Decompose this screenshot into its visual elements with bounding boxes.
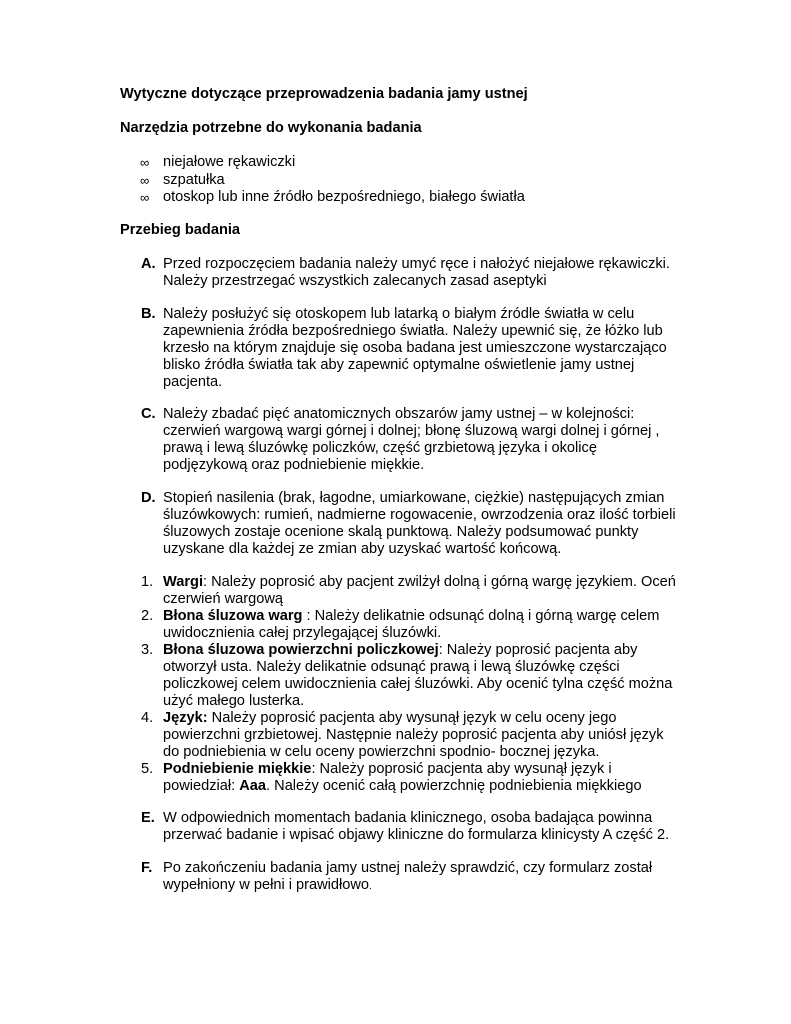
item-number: 1. bbox=[141, 574, 154, 590]
numbered-list bbox=[141, 574, 681, 795]
list-item bbox=[141, 761, 681, 795]
infinity-bullet-icon: ∞ bbox=[140, 155, 150, 171]
item-text: Należy poprosić pacjenta aby wysunął język w celu oceny jego powierzchni grzbietowej. Następnie należy poprosić pacjenta aby uniósł język do podniebienia w celu oceny powierzchni spodnio- bocznej języka. bbox=[163, 710, 664, 760]
item-number: 4. bbox=[141, 710, 154, 726]
list-item bbox=[141, 574, 681, 608]
item-text: . Należy ocenić całą powierzchnię podniebienia miękkiego bbox=[266, 778, 642, 794]
item-term-aaa: Aaa bbox=[239, 778, 267, 794]
infinity-bullet-icon: ∞ bbox=[140, 190, 150, 206]
step-text: Stopień nasilenia (brak, łagodne, umiarkowane, ciężkie) następujących zmian śluzówkowych: rumień, nadmierne rogowacenie, owrzodzenia oraz ilość torbieli śluzowych zostaje ocenione skalą punktową. Należy podsumować punkty uzyskane dla każdej ze zmian aby uzyskać wartość końcową. bbox=[163, 490, 676, 557]
trailing-period: . bbox=[369, 881, 372, 892]
step-a bbox=[141, 256, 681, 290]
item-term: Podniebienie miękkie bbox=[163, 761, 312, 777]
item-term: Błona śluzowa powierzchni policzkowej bbox=[163, 642, 439, 658]
step-text: Należy posłużyć się otoskopem lub latarką o białym źródle światła w celu zapewnienia źródła bezpośredniego światła. Należy upewnić się, że łóżko lub krzesło na którym znajduje się osoba badana jest umieszczone wystarczająco blisko źródła światła tak aby zapewnić optymalne oświetlenie jamy ustnej pacjenta. bbox=[163, 306, 667, 390]
item-number: 5. bbox=[141, 761, 154, 777]
step-letter: E. bbox=[141, 810, 155, 826]
step-text: Po zakończeniu badania jamy ustnej należy sprawdzić, czy formularz został wypełniony w pełni i prawidłowo bbox=[163, 860, 653, 893]
procedure-heading: Przebieg badania bbox=[120, 222, 241, 238]
infinity-bullet-icon: ∞ bbox=[140, 172, 150, 188]
document-title: Wytyczne dotyczące przeprowadzenia badania jamy ustnej bbox=[120, 86, 528, 102]
step-letter: C. bbox=[141, 406, 156, 422]
list-item bbox=[140, 172, 525, 190]
step-f bbox=[141, 860, 681, 895]
item-number: 2. bbox=[141, 608, 154, 624]
step-text: Należy zbadać pięć anatomicznych obszarów jamy ustnej – w kolejności: czerwień wargową wargi górnej i dolnej; błonę śluzową wargi dolnej i górnej , prawą i lewą śluzówkę policzków, część grzbietową języka i okolicę podjęzykową oraz podniebienie miękkie. bbox=[163, 406, 660, 473]
step-letter: A. bbox=[141, 256, 156, 272]
step-letter: D. bbox=[141, 490, 156, 506]
item-text: : Należy poprosić pacjenta aby otworzył usta. Należy delikatnie odsunąć prawą i lewą śluzówkę części policzkowej celem uwidocznienia całej śluzówki. Aby ocenić tylna część można użyć małego lusterka. bbox=[163, 642, 673, 709]
tool-label: otoskop lub inne źródło bezpośredniego, białego światła bbox=[163, 189, 525, 206]
step-text: W odpowiednich momentach badania klinicznego, osoba badająca powinna przerwać badanie i wpisać objawy kliniczne do formularza klinicysty A część 2. bbox=[163, 810, 670, 843]
tool-label: niejałowe rękawiczki bbox=[163, 154, 296, 171]
item-term: Wargi bbox=[163, 574, 203, 590]
step-text: Przed rozpoczęciem badania należy umyć ręce i nałożyć niejałowe rękawiczki. Należy przestrzegać wszystkich zalecanych zasad aseptyki bbox=[163, 256, 670, 289]
step-b bbox=[141, 306, 681, 391]
list-item bbox=[141, 642, 681, 710]
step-letter: F. bbox=[141, 860, 153, 876]
item-text: : Należy poprosić aby pacjent zwilżył dolną i górną wargę językiem. Oceń czerwień wargową bbox=[163, 574, 676, 607]
list-item bbox=[141, 710, 681, 761]
tools-heading: Narzędzia potrzebne do wykonania badania bbox=[120, 120, 422, 136]
step-c bbox=[141, 406, 681, 474]
list-item bbox=[141, 608, 681, 642]
tool-label: szpatułka bbox=[163, 171, 225, 188]
tools-list bbox=[140, 154, 525, 207]
list-item bbox=[140, 189, 525, 207]
item-number: 3. bbox=[141, 642, 154, 658]
step-e bbox=[141, 810, 681, 844]
item-text: : Należy poprosić pacjenta aby wysunął język i powiedział: bbox=[163, 761, 612, 794]
step-letter: B. bbox=[141, 306, 156, 322]
item-term: Język: bbox=[163, 710, 208, 726]
item-term: Błona śluzowa warg bbox=[163, 608, 303, 624]
item-text: : Należy delikatnie odsunąć dolną i górną wargę celem uwidocznienia całej przylegającej śluzówki. bbox=[163, 608, 660, 641]
step-d bbox=[141, 490, 681, 558]
list-item bbox=[140, 154, 525, 172]
